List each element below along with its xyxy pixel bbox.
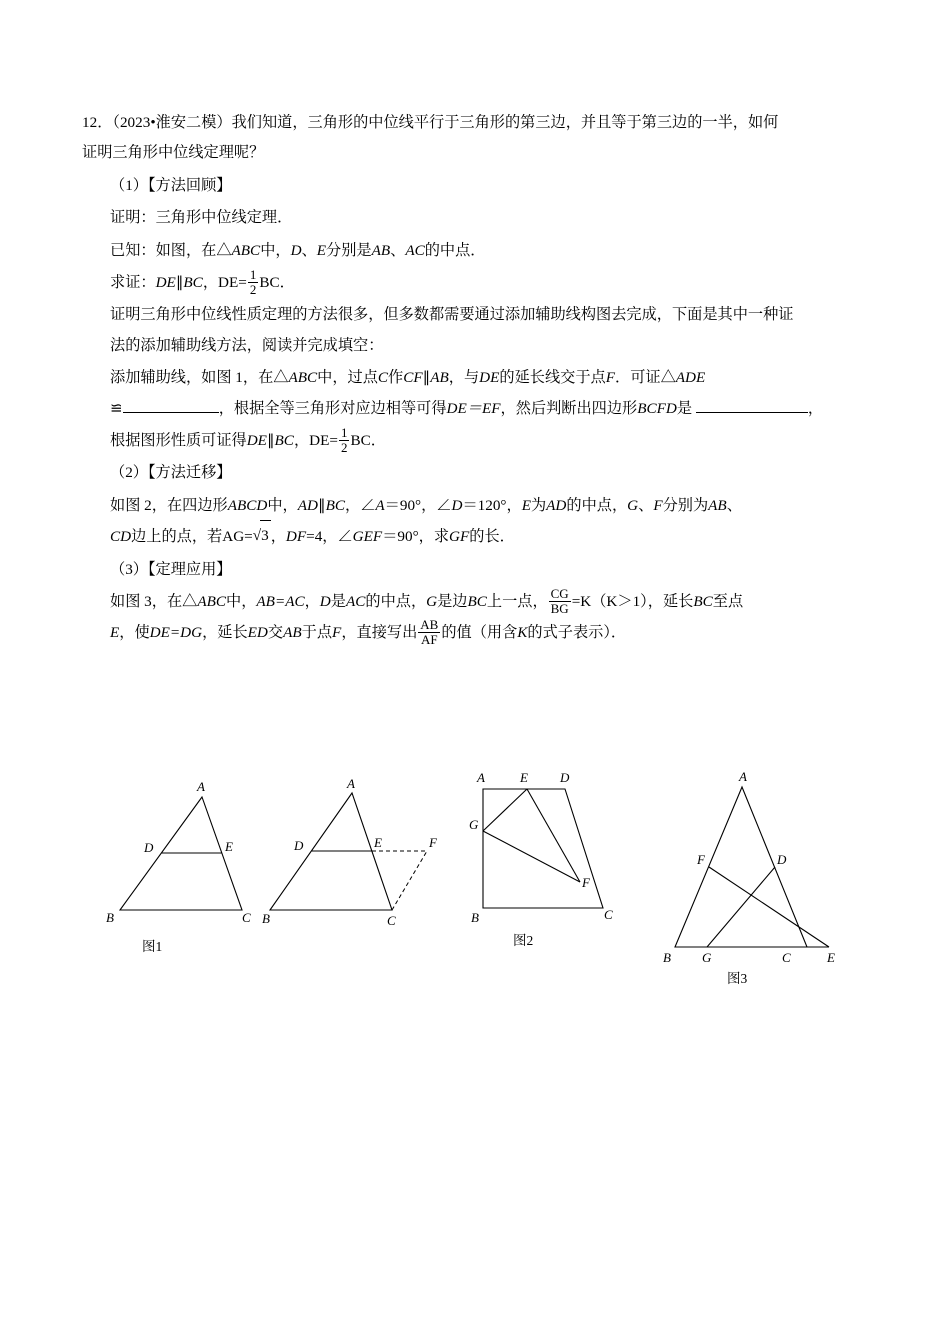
- p2-ad: AD: [297, 496, 318, 514]
- p2-e: E: [521, 496, 531, 514]
- aux-bcfd: BCFD: [637, 399, 677, 417]
- aux-abc: ABC: [288, 369, 318, 387]
- known-prefix: 已知：如图，在△: [110, 241, 232, 259]
- problem-body: [82, 108, 868, 650]
- p3-t10: ，使: [119, 623, 150, 641]
- frac2-denominator: 2: [340, 440, 348, 456]
- label-c-2: C: [387, 913, 396, 928]
- aux-t3: 作: [388, 369, 404, 387]
- p2-t12: ，: [270, 528, 286, 546]
- p3-e: E: [110, 623, 120, 641]
- seek-eq-bc: BC．: [259, 274, 295, 292]
- p2-t10: 、: [726, 496, 742, 514]
- seek-comma: ，: [202, 274, 219, 292]
- stem-line1: 我们知道，三角形的中位线平行于三角形的第三边，并且等于第三边的一半，如何: [231, 114, 779, 131]
- fraction-ab-af: [418, 618, 440, 646]
- aux-t2: 中，过点: [317, 369, 378, 387]
- part2-body: 如图 2，在四边形ABCD中，AD∥BC，∠A＝90°，∠D＝120°，E为AD的中点，G、F分别为AB、 CD边上的点，若AG=√3 ，DF=4，∠GEF＝90°，求GF的长．: [82, 491, 868, 553]
- frac-bg: BG: [550, 601, 569, 617]
- p3-t5: 的中点，: [365, 593, 427, 611]
- p3-eq-k: =K（K＞1），: [571, 593, 663, 611]
- aux-cf: CF: [403, 369, 423, 387]
- part2-heading: （2）【方法迁移】: [110, 464, 232, 482]
- part1-method: [82, 300, 868, 361]
- p2-g: G: [627, 496, 639, 514]
- label-b: B: [106, 910, 114, 925]
- label-c: C: [242, 910, 251, 925]
- seek-bc: BC: [183, 274, 203, 292]
- label-a: A: [197, 779, 205, 794]
- known-ab: AB: [371, 241, 391, 259]
- method-line2: 法的添加辅助线方法，阅读并完成填空：: [110, 336, 384, 354]
- problem-stem: 12．（2023•淮安二模）我们知道，三角形的中位线平行于三角形的第三边，并且等于第三边的一半，如何 证明三角形中位线定理呢？: [82, 114, 779, 162]
- p2-t2: 中，: [267, 496, 298, 514]
- p2-t8: 、: [638, 496, 654, 514]
- part1-seek: [82, 268, 868, 298]
- p2-f: F: [653, 496, 663, 514]
- p2-ad2: AD: [546, 496, 567, 514]
- part1-prove-label: 证明：三角形中位线定理．: [110, 209, 293, 227]
- figure-1: [82, 775, 282, 954]
- concl-eq-de: DE=: [309, 432, 338, 450]
- part1-conclusion: [82, 426, 868, 456]
- label-d-2: D: [294, 838, 304, 853]
- p3-t4: 是: [330, 593, 346, 611]
- p3-bc: BC: [467, 593, 487, 611]
- p2-t5: ＝120°，: [462, 496, 522, 514]
- quad-abcd: [483, 789, 603, 908]
- known-mid: 中，: [260, 241, 291, 259]
- p2-t13: =4，∠: [306, 528, 353, 546]
- p2-sqrt3: 3: [260, 520, 271, 551]
- frac-af: AF: [420, 631, 438, 647]
- p3-t11: ，延长: [202, 623, 248, 641]
- label-d-4: D: [777, 852, 787, 867]
- label-g-4: G: [702, 950, 712, 965]
- p3-t13: 于点: [301, 623, 333, 641]
- p2-ag-eq: AG=: [222, 528, 253, 546]
- aux-f: F: [605, 369, 616, 387]
- segment-dg: [707, 867, 775, 947]
- frac-numerator: 1: [249, 267, 257, 283]
- frac-ab: AB: [420, 616, 439, 632]
- p3-t3: ，: [304, 593, 320, 611]
- p3-ab2: AB: [283, 623, 302, 641]
- aux-t7: ，根据全等三角形对应边相等可得: [218, 399, 447, 417]
- aux-t1: 添加辅助线，如图 1，在△: [110, 369, 289, 387]
- p2-d: D: [451, 496, 463, 514]
- known-e: E: [316, 241, 326, 259]
- p2-abcd: ABCD: [227, 496, 268, 514]
- answer-blank-2[interactable]: [696, 397, 808, 413]
- p2-ab: AB: [708, 496, 727, 514]
- p3-ed: ED: [247, 623, 268, 641]
- aux-t4: ，与: [448, 369, 480, 387]
- label-a-4: A: [739, 769, 747, 784]
- p3-bc2: BC: [693, 593, 713, 611]
- p2-t7: 的中点，: [566, 496, 628, 514]
- frac2-numerator: 1: [340, 425, 348, 441]
- known-end: 的中点．: [424, 241, 486, 259]
- p2-t6: 为: [530, 496, 547, 514]
- label-b-2: B: [262, 911, 270, 926]
- p2-t1: 如图 2，在四边形: [110, 496, 228, 514]
- fraction-half: [248, 268, 259, 296]
- stem-line2: 证明三角形中位线定理呢？: [82, 144, 265, 162]
- seek-de: DE: [155, 274, 176, 292]
- p2-t15: 的长．: [469, 528, 515, 546]
- seek-label: 求证：: [110, 274, 156, 292]
- aux-t9: 是: [676, 399, 693, 417]
- p3-abac: AB=AC: [256, 593, 305, 611]
- aux-parallel: ∥: [422, 369, 431, 387]
- label-c-3: C: [604, 907, 613, 922]
- label-a-3: A: [477, 770, 485, 785]
- aux-ade: ADE: [675, 369, 706, 387]
- label-f-4: F: [697, 852, 705, 867]
- p2-t14: ＝90°，求: [382, 528, 450, 546]
- aux-de: DE: [479, 369, 500, 387]
- p3-d: D: [319, 593, 331, 611]
- figure-1-svg: [82, 775, 282, 945]
- p3-f: F: [332, 623, 342, 641]
- p3-t8: 延长: [662, 593, 694, 611]
- p3-de: DE=DG: [149, 623, 203, 641]
- p2-t11: 边上的点，若: [131, 528, 223, 546]
- aux-t5: 的延长线交于点: [499, 369, 606, 387]
- p2-a: A: [375, 496, 385, 514]
- concl-de: DE: [246, 432, 267, 450]
- p2-t9: 分别为: [662, 496, 709, 514]
- figure-row: [82, 769, 882, 1035]
- known-sep1: 、: [301, 241, 317, 259]
- label-b-4: B: [663, 950, 671, 965]
- seek-eq-de: DE=: [218, 274, 247, 292]
- known-ac: AC: [405, 241, 425, 259]
- p2-gef: GEF: [352, 528, 383, 546]
- aux-t6: ．可证△: [615, 369, 676, 387]
- problem-source: （2023•淮安二模）: [112, 114, 232, 131]
- label-d: D: [144, 840, 154, 855]
- aux-t8: ，然后判断出四边形: [500, 399, 638, 417]
- p3-ac: AC: [345, 593, 366, 611]
- p3-t6: 是边: [437, 593, 468, 611]
- aux-cong: ≌: [110, 399, 123, 417]
- known-sep2: 、: [390, 241, 406, 259]
- p2-bc: BC: [325, 496, 345, 514]
- p3-abc: ABC: [197, 593, 227, 611]
- figure-2-svg: [262, 775, 482, 945]
- label-e-3: E: [520, 770, 528, 785]
- p3-t15: 的值（用含: [441, 623, 518, 641]
- figure-4-svg: [627, 767, 857, 977]
- known-abc: ABC: [231, 241, 261, 259]
- p3-t12: 交: [267, 623, 284, 641]
- part1-aux: [82, 363, 868, 424]
- seek-parallel: ∥: [175, 274, 184, 292]
- part1-known: [82, 236, 868, 266]
- segment-ge: [483, 789, 527, 831]
- concl-t1: 根据图形性质可证得: [110, 432, 247, 450]
- method-line1: 证明三角形中位线性质定理的方法很多，但多数都需要通过添加辅助线构图去完成，下面是其中一种证: [110, 306, 794, 324]
- label-f-2: F: [429, 835, 437, 850]
- part3-body: [82, 587, 868, 648]
- figure-4-caption: 图3: [727, 971, 748, 986]
- figure-4: [627, 767, 857, 986]
- label-g-3: G: [469, 817, 479, 832]
- p3-t9: 至点: [712, 593, 744, 611]
- label-b-3: B: [471, 910, 479, 925]
- p2-gf: GF: [449, 528, 470, 546]
- label-d-3: D: [560, 770, 570, 785]
- fraction-half-2: [339, 426, 350, 454]
- part3-heading: （3）【定理应用】: [110, 560, 232, 578]
- p3-t2: 中，: [226, 593, 257, 611]
- known-d: D: [290, 241, 302, 259]
- p2-par1: ∥: [317, 496, 326, 514]
- p2-df: DF: [285, 528, 307, 546]
- p3-k: K: [517, 623, 528, 641]
- aux-ab: AB: [430, 369, 449, 387]
- p2-t3: ，∠: [345, 496, 376, 514]
- label-e-4: E: [827, 950, 835, 965]
- part1-heading: （1）【方法回顾】: [110, 176, 232, 194]
- frac-denominator: 2: [249, 282, 257, 298]
- p2-cd: CD: [110, 528, 132, 546]
- p3-t1: 如图 3，在△: [110, 593, 198, 611]
- label-f-3: F: [582, 875, 590, 890]
- aux-c: C: [377, 369, 389, 387]
- figure-1-caption: 图1: [142, 939, 163, 954]
- p3-t16: 的式子表示）．: [527, 623, 627, 641]
- concl-parallel: ∥: [266, 432, 275, 450]
- concl-bc: BC: [274, 432, 294, 450]
- figure-3-caption: 图2: [513, 933, 534, 948]
- p3-g: G: [426, 593, 438, 611]
- p2-t4: ＝90°，∠: [384, 496, 452, 514]
- triangle-abc-4: [675, 787, 807, 947]
- segment-cf-dashed: [392, 851, 427, 910]
- label-a-2: A: [347, 776, 355, 791]
- label-c-4: C: [782, 950, 791, 965]
- label-e: E: [225, 839, 233, 854]
- segment-fe: [709, 867, 829, 947]
- aux-t10: ，: [807, 399, 824, 417]
- problem-number: 12: [82, 114, 98, 131]
- concl-comma: ，: [293, 432, 310, 450]
- p3-t14: ，直接写出: [341, 623, 418, 641]
- known-text2: 分别是: [326, 241, 372, 259]
- label-e-2: E: [374, 835, 382, 850]
- figure-2: [262, 775, 482, 950]
- p3-t7: 上一点，: [486, 593, 548, 611]
- answer-blank-1[interactable]: [123, 397, 219, 413]
- concl-eq-bc: BC．: [350, 432, 386, 450]
- fraction-cg-bg: [549, 587, 571, 615]
- frac-cg: CG: [550, 586, 569, 602]
- aux-deef: DE＝EF: [446, 399, 501, 417]
